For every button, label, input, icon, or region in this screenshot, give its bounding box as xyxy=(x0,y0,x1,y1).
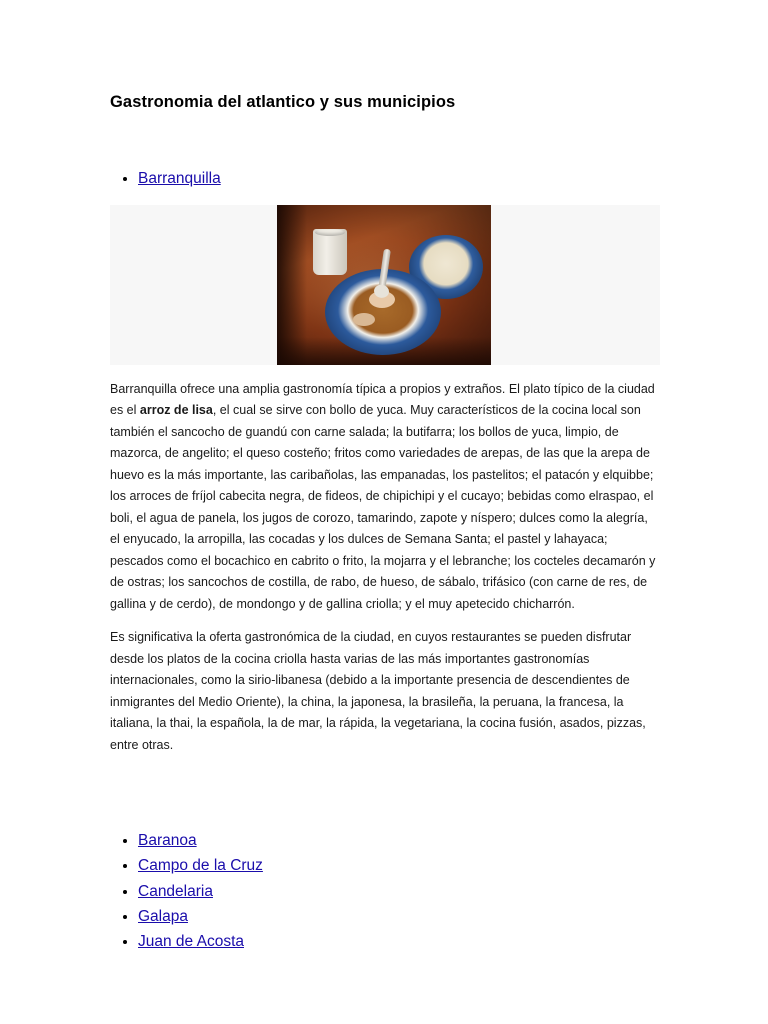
paragraph-oferta-gastronomica xyxy=(110,615,660,756)
cup-shape xyxy=(313,229,347,275)
link-juan-de-acosta[interactable]: Juan de Acosta xyxy=(138,933,244,951)
soup-meat-shape-2 xyxy=(353,313,375,326)
list-item xyxy=(138,828,660,853)
municipality-list-secondary xyxy=(110,828,660,954)
list-item xyxy=(138,929,660,954)
paragraph-segment: Es significativa la oferta gastronómica de la ciudad, en cuyos restaurantes se pueden disfrutar desde los platos de la cocina criolla hasta varias de las más importantes gastronomías internacionales, como la sirio-libanesa (debido a la importante presencia de descendientes de inmigrantes del Medio Oriente), la china, la japonesa, la brasileña, la peruana, la francesa, la italiana, la thai, la española, la de mar, la rápida, la vegetariana, la cocina fusión, asados, pizzas, entre otras. xyxy=(110,630,646,752)
page-title: Gastronomia del atlantico y sus municipios xyxy=(110,93,456,111)
link-barranquilla[interactable]: Barranquilla xyxy=(138,170,221,187)
link-candelaria[interactable]: Candelaria xyxy=(138,882,213,900)
image-band xyxy=(110,205,660,365)
paragraph-segment: Barranquilla ofrece una amplia gastronomía típica a propios y extraños. El plato típico de la ciudad es el xyxy=(110,381,655,418)
paragraph-segment: , el cual se sirve con bollo de yuca. Muy característicos de la cocina local son también el sancocho de guandú con carne salada; la butifarra; los bollos de yuca, limpio, de mazorca, de angelito; el queso costeño; fritos como variedades de arepas, de las que la arepa de huevo es la más importante, las caribañolas, las empanadas, los pastelitos; el patacón y elquibbe; los arroces de fríjol cabecita negra, de fideos, de chipichipi y el cucayo; bebidas como elraspao, el boli, el agua de panela, los jugos de corozo, tamarindo, zapote y níspero; dulces como la alegría, el enyucado, la arropilla, las cocadas y los dulces de Semana Santa; el pastel y lahayaca; pescados como el bocachico en cabrito o frito, la mojarra y el lebranche; los cocteles decamarón y de ostras; los sancochos de costilla, de rabo, de hueso, de sábalo, trifásico (con carne de res, de gallina y de cerdo), de mondongo y de gallina criolla; y el muy apetecido chicharrón. xyxy=(110,403,656,611)
document-content xyxy=(110,0,660,954)
link-galapa[interactable]: Galapa xyxy=(138,907,188,925)
paragraph-segment-bold: arroz de lisa xyxy=(139,403,213,418)
paragraph-barranquilla-gastronomia xyxy=(110,365,660,616)
list-item xyxy=(138,879,660,904)
plato-tipico-photo xyxy=(277,205,491,365)
link-baranoa[interactable]: Baranoa xyxy=(138,832,197,850)
list-item xyxy=(138,904,660,929)
list-item xyxy=(138,853,660,878)
list-item xyxy=(138,170,660,189)
link-campo-de-la-cruz[interactable]: Campo de la Cruz xyxy=(138,857,263,875)
municipality-list-primary xyxy=(110,170,660,189)
